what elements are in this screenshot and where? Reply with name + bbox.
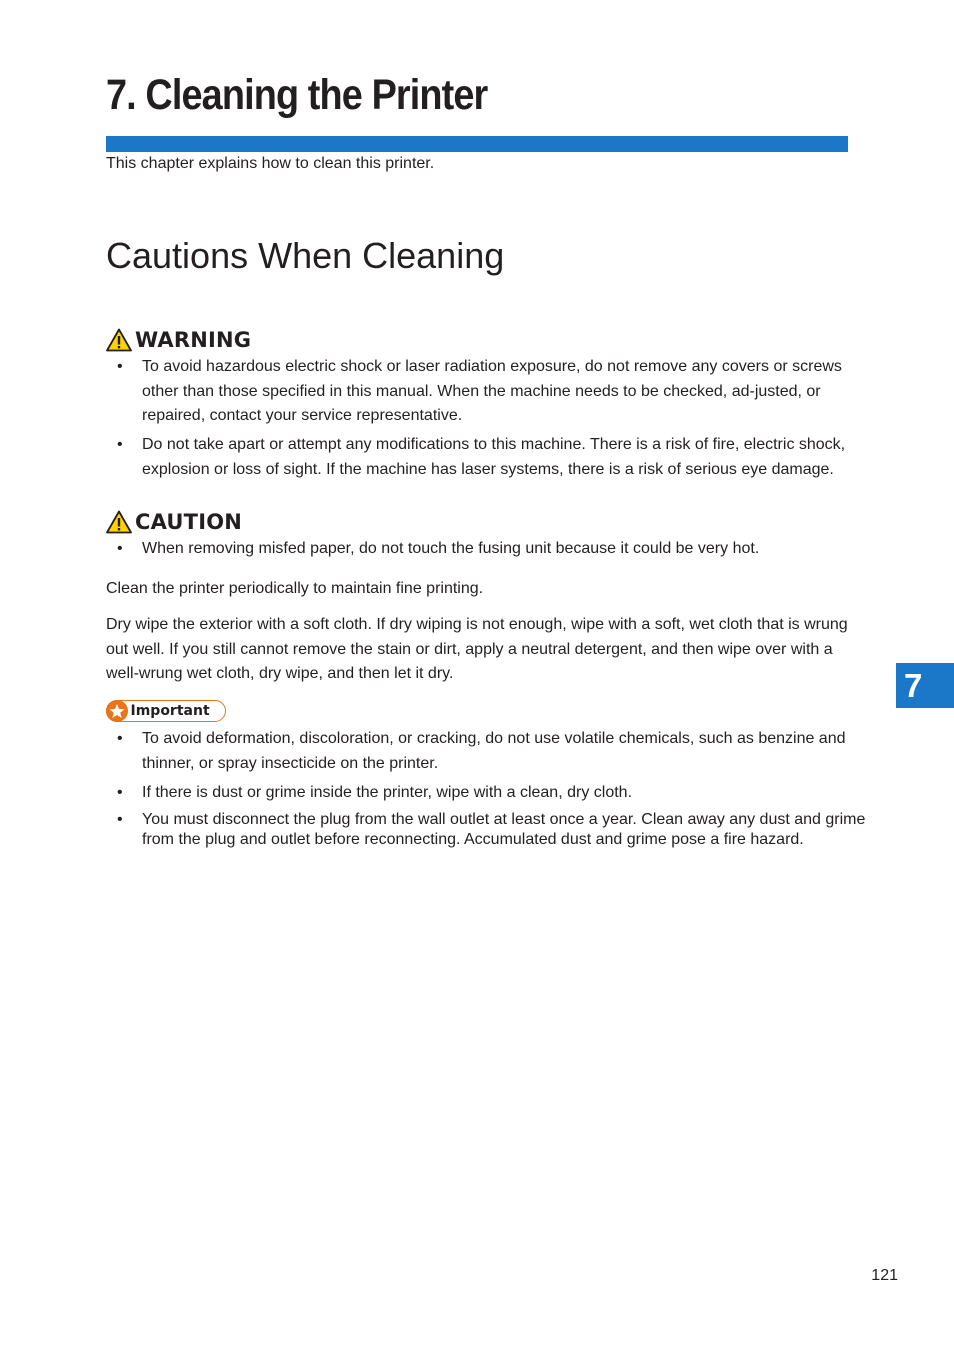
chapter-title-bar [106, 136, 848, 152]
list-item: • If there is dust or grime inside the printer, wipe with a clean, dry cloth. [106, 781, 866, 806]
important-badge [106, 700, 226, 722]
warning-heading [106, 326, 251, 354]
warning-label: WARNING [135, 328, 252, 352]
important-list [106, 727, 866, 854]
warning-triangle-icon [106, 328, 132, 352]
page-number: 121 [871, 1267, 898, 1284]
important-label: Important [130, 703, 210, 719]
caution-heading [106, 508, 242, 536]
list-item: • You must disconnect the plug from the wall outlet at least once a year. Clean away any dust and grime from the plug and outlet before reconnecting. Accumulated dust and grime pose a fire hazard. [106, 810, 866, 850]
warning-triangle-icon [106, 510, 132, 534]
section-title: Cautions When Cleaning [106, 235, 505, 276]
caution-list [106, 537, 866, 566]
chapter-tab: 7 [896, 663, 954, 708]
list-item: • To avoid hazardous electric shock or laser radiation exposure, do not remove any covers or screws other than those specified in this manual. When the machine needs to be checked, ad-justed, or repaired, contact your service representative. [106, 355, 866, 429]
list-item: • When removing misfed paper, do not touch the fusing unit because it could be very hot. [106, 537, 866, 562]
warning-list [106, 355, 866, 487]
chapter-title: 7. Cleaning the Printer [106, 71, 488, 119]
list-item: • Do not take apart or attempt any modifications to this machine. There is a risk of fire, electric shock, explosion or loss of sight. If the machine has laser systems, there is a risk of serious eye damage. [106, 433, 866, 482]
star-icon [106, 700, 128, 722]
chapter-intro: This chapter explains how to clean this printer. [106, 155, 435, 172]
list-item: • To avoid deformation, discoloration, or cracking, do not use volatile chemicals, such as benzine and thinner, or spray insecticide on the printer. [106, 727, 866, 776]
dry-wipe-text: Dry wipe the exterior with a soft cloth. If dry wiping is not enough, wipe with a soft, wet cloth that is wrung out well. If you still cannot remove the stain or dirt, apply a neutral detergent, and then wipe over with a well-wrung wet cloth, dry wipe, and then let it dry. [106, 616, 848, 682]
caution-label: CAUTION [135, 510, 243, 534]
periodic-cleaning-text: Clean the printer periodically to maintain fine printing. [106, 580, 484, 597]
